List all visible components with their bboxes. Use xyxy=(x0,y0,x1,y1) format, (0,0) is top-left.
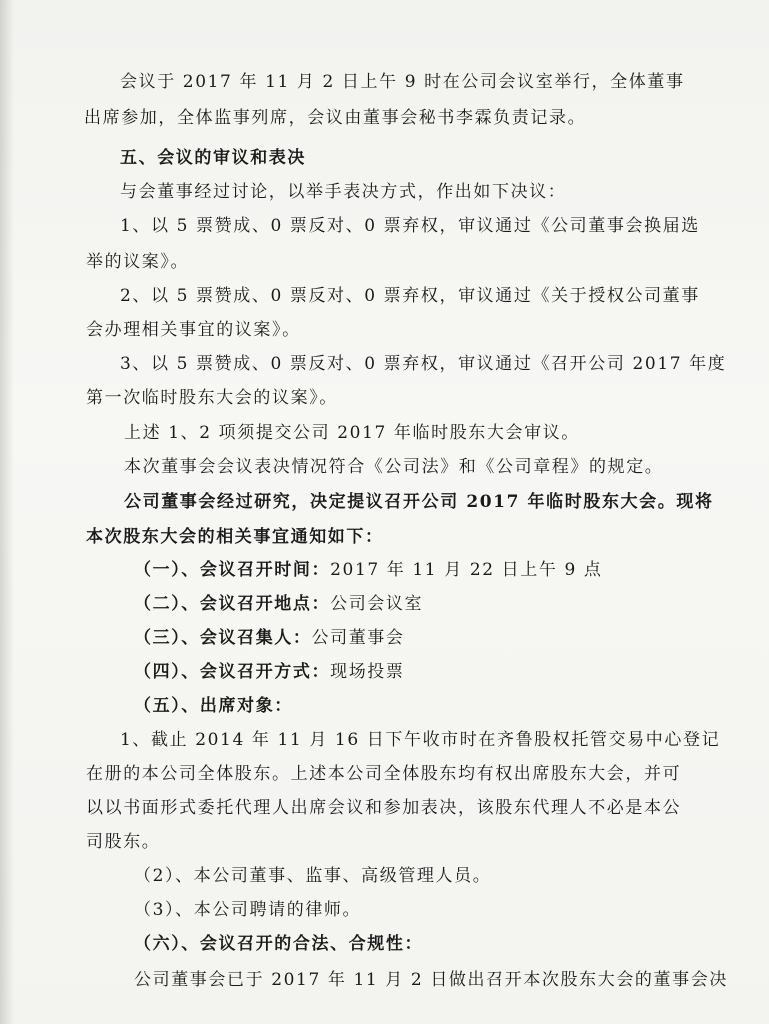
convener-value: 公司董事会 xyxy=(311,628,405,648)
paragraph-line: 1、截止 2014 年 11 月 16 日下午收市时在齐鲁股权托管交易中心登记 xyxy=(120,730,721,750)
paragraph-line: 公司董事会已于 2017 年 11 月 2 日做出召开本次股东大会的董事会决 xyxy=(134,970,728,990)
resolution-line: 举的议案》。 xyxy=(86,252,190,272)
section-heading: 五、会议的审议和表决 xyxy=(120,148,306,168)
meeting-method-label: （四）、会议召开方式： xyxy=(134,662,331,682)
meeting-place-row xyxy=(134,592,423,616)
paragraph-line: 本次董事会会议表决情况符合《公司法》和《公司章程》的规定。 xyxy=(124,457,664,477)
meeting-time-row xyxy=(134,558,602,582)
meeting-place-value: 公司会议室 xyxy=(330,594,424,614)
convener-row xyxy=(134,626,405,650)
paragraph-line: 在册的本公司全体股东。上述本公司全体股东均有权出席股东大会，并可 xyxy=(86,764,682,784)
paragraph-line: 会议于 2017 年 11 月 2 日上午 9 时在公司会议室举行，全体董事 xyxy=(120,72,685,92)
resolution-line: 第一次临时股东大会的议案》。 xyxy=(86,388,338,408)
meeting-method-value: 现场投票 xyxy=(330,662,405,682)
paragraph-line: 以以书面形式委托代理人出席会议和参加表决，该股东代理人不必是本公 xyxy=(86,798,682,818)
meeting-place-label: （二）、会议召开地点： xyxy=(134,594,331,614)
meeting-time-label: （一）、会议召开时间： xyxy=(134,560,331,580)
paragraph-line: 司股东。 xyxy=(86,832,161,852)
attendees-heading: （五）、出席对象： xyxy=(134,696,293,716)
legality-heading: （六）、会议召开的合法、合规性： xyxy=(134,934,424,954)
notice-line: 本次股东大会的相关事宜通知如下： xyxy=(86,527,384,547)
scan-edge-shadow xyxy=(0,0,14,1024)
attendee-item: （2）、本公司董事、监事、高级管理人员。 xyxy=(134,866,492,886)
paragraph-line: 与会董事经过讨论，以举手表决方式，作出如下决议： xyxy=(120,182,567,202)
attendee-item: （3）、本公司聘请的律师。 xyxy=(134,900,362,920)
notice-line: 公司董事会经过研究，决定提议召开公司 2017 年临时股东大会。现将 xyxy=(124,492,714,512)
meeting-method-row xyxy=(134,660,405,684)
resolution-line: 2、以 5 票赞成、0 票反对、0 票弃权，审议通过《关于授权公司董事 xyxy=(120,286,700,306)
resolution-line: 1、以 5 票赞成、0 票反对、0 票弃权，审议通过《公司董事会换届选 xyxy=(120,216,700,236)
resolution-line: 3、以 5 票赞成、0 票反对、0 票弃权，审议通过《召开公司 2017 年度 xyxy=(120,354,727,374)
paragraph-line: 出席参加，全体监事列席，会议由董事会秘书李霖负责记录。 xyxy=(84,108,587,128)
convener-label: （三）、会议召集人： xyxy=(134,628,312,648)
paragraph-line: 上述 1、2 项须提交公司 2017 年临时股东大会审议。 xyxy=(124,423,580,443)
meeting-time-value: 2017 年 11 月 22 日上午 9 点 xyxy=(330,560,603,580)
resolution-line: 会办理相关事宜的议案》。 xyxy=(86,320,301,340)
